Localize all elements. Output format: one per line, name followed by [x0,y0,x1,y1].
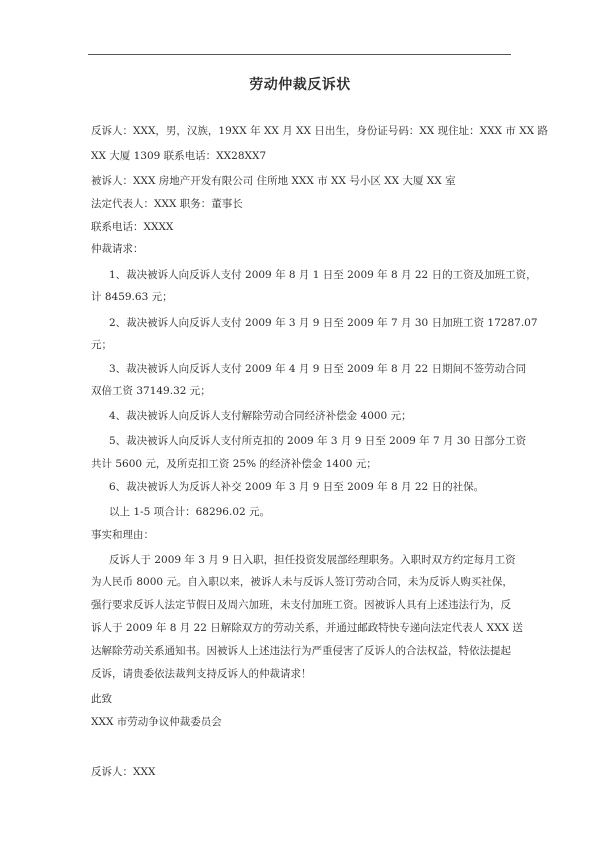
contact-line: 联系电话：XXXX [91,221,174,233]
closing-line: 此致 [91,693,112,705]
plaintiff-line-2: XX 大厦 1309 联系电话：XX28XX7 [91,150,267,162]
recipient-line: XXX 市劳动争议仲裁委员会 [91,716,222,728]
request-5-line-2: 共计 5600 元，及所克扣工资 25% 的经济补偿金 1400 元； [91,458,377,470]
document-title: 劳动仲裁反诉状 [249,77,351,93]
legal-representative-line: 法定代表人：XXX 职务：董事长 [91,198,243,210]
facts-line-5: 达解除劳动关系通知书。因被诉人上述违法行为严重侵害了反诉人的合法权益，特依法提起 [91,645,511,657]
request-1-line-1: 1、裁决被诉人向反诉人支付 2009 年 8 月 1 日至 2009 年 8 月 22 日的工资及加班工资， [109,269,537,281]
request-6-line-1: 6、裁决被诉人为反诉人补交 2009 年 3 月 9 日至 2009 年 8 月 22 日的社保。 [109,481,485,493]
total-line: 以上 1-5 项合计：68296.02 元。 [109,506,271,518]
request-3-line-1: 3、裁决被诉人向反诉人支付 2009 年 4 月 9 日至 2009 年 8 月 22 日期间不签劳动合同 [109,363,527,375]
request-3-line-2: 双倍工资 37149.32 元； [91,385,211,397]
request-4-line-1: 4、裁决被诉人向反诉人支付解除劳动合同经济补偿金 4000 元； [109,410,412,422]
facts-line-1: 反诉人于 2009 年 3 月 9 日入职，担任投资发展部经理职务。入职时双方约定每月工资 [109,554,516,566]
facts-line-4: 诉人于 2009 年 8 月 22 日解除双方的劳动关系，并通过邮政特快专递向法定代表人 XXX 送 [91,622,523,634]
facts-heading: 事实和理由： [91,529,154,541]
top-rule [88,54,511,55]
request-2-line-1: 2、裁决被诉人向反诉人支付 2009 年 3 月 9 日至 2009 年 7 月 30 日加班工资 17287.07 [109,317,538,329]
requests-heading: 仲裁请求： [91,243,144,255]
defendant-line: 被诉人：XXX 房地产开发有限公司 住所地 XXX 市 XX 号小区 XX 大厦 XX 室 [91,175,456,187]
facts-line-2: 为人民币 8000 元。自入职以来，被诉人未与反诉人签订劳动合同，未为反诉人购买社保， [91,576,513,588]
signature-line: 反诉人：XXX [91,766,156,778]
plaintiff-line-1: 反诉人：XXX，男，汉族，19XX 年 XX 月 XX 日出生，身份证号码：XX 现住址：XXX 市 XX 路 [91,125,548,137]
request-5-line-1: 5、裁决被诉人向反诉人支付所克扣的 2009 年 3 月 9 日至 2009 年 7 月 30 日部分工资 [109,435,527,447]
request-2-line-2: 元； [91,339,112,351]
facts-line-3: 强行要求反诉人法定节假日及周六加班，未支付加班工资。因被诉人具有上述违法行为，反 [91,599,511,611]
facts-line-6: 反诉，请贵委依法裁判支持反诉人的仲裁请求！ [91,668,312,680]
request-1-line-2: 计 8459.63 元； [91,291,173,303]
